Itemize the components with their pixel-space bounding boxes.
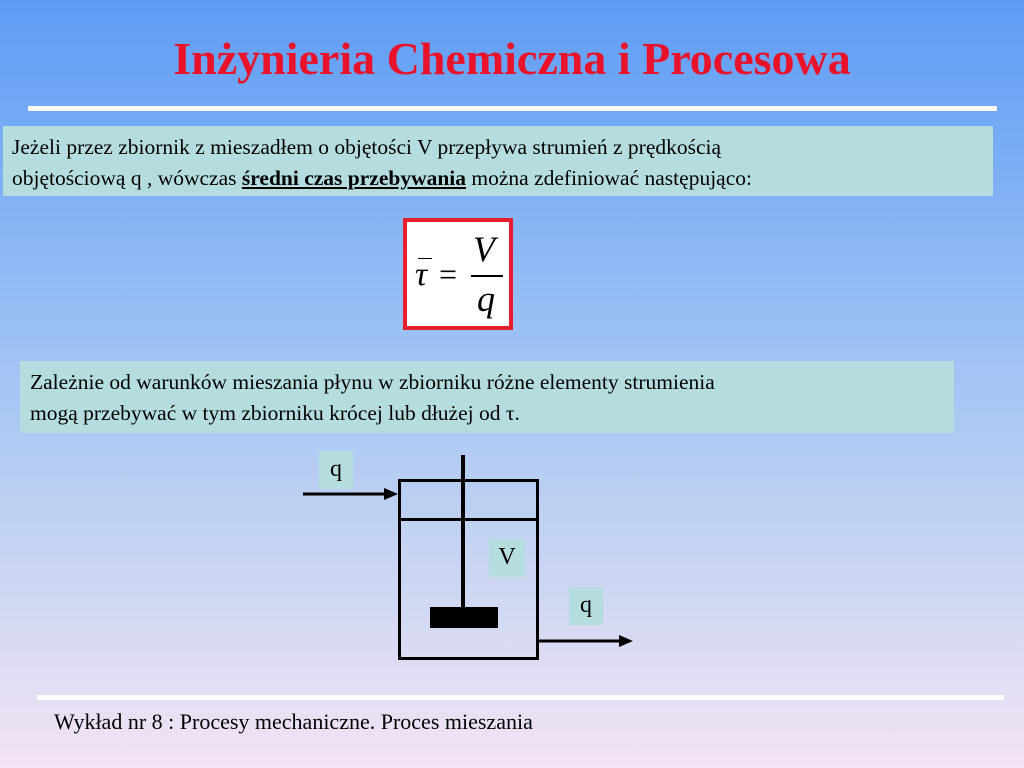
volume-label: V <box>489 539 525 577</box>
definition-line-2-post: można zdefiniować następująco: <box>466 166 752 190</box>
definition-textbox <box>3 126 993 196</box>
footer-text: Wykład nr 8 : Procesy mechaniczne. Proces mieszania <box>54 709 533 734</box>
inlet-arrow <box>303 488 398 500</box>
mixing-note-line-2: mogą przebywać w tym zbiorniku krócej lub dłużej od τ. <box>30 401 520 425</box>
formula-denominator: q <box>477 279 495 319</box>
formula-tau: τ <box>415 256 428 293</box>
footer-divider <box>37 695 1004 700</box>
formula-numerator: V <box>473 229 495 269</box>
fraction-bar <box>471 275 503 277</box>
title-divider <box>28 106 997 111</box>
tank-lid-line <box>398 518 539 521</box>
stirrer-shaft <box>461 455 465 613</box>
mixing-note-textbox <box>20 361 954 433</box>
definition-line-2-pre: objętościową q , wówczas <box>12 166 242 190</box>
stirrer-blade <box>430 607 498 628</box>
definition-line-1: Jeżeli przez zbiornik z mieszadłem o objętości V przepływa strumień z prędkością <box>12 135 722 159</box>
outlet-flow-label: q <box>569 587 603 625</box>
outlet-arrow <box>539 635 633 647</box>
slide-title: Inżynieria Chemiczna i Procesowa <box>173 33 851 84</box>
inlet-flow-label: q <box>319 451 353 489</box>
definition-line-2 <box>12 163 993 194</box>
residence-time-formula <box>403 218 513 330</box>
mixing-note-line-1: Zależnie od warunków mieszania płynu w zbiorniku różne elementy strumienia <box>30 370 715 394</box>
formula-equals: = <box>439 256 458 292</box>
mean-residence-time-term: średni czas przebywania <box>241 166 467 190</box>
